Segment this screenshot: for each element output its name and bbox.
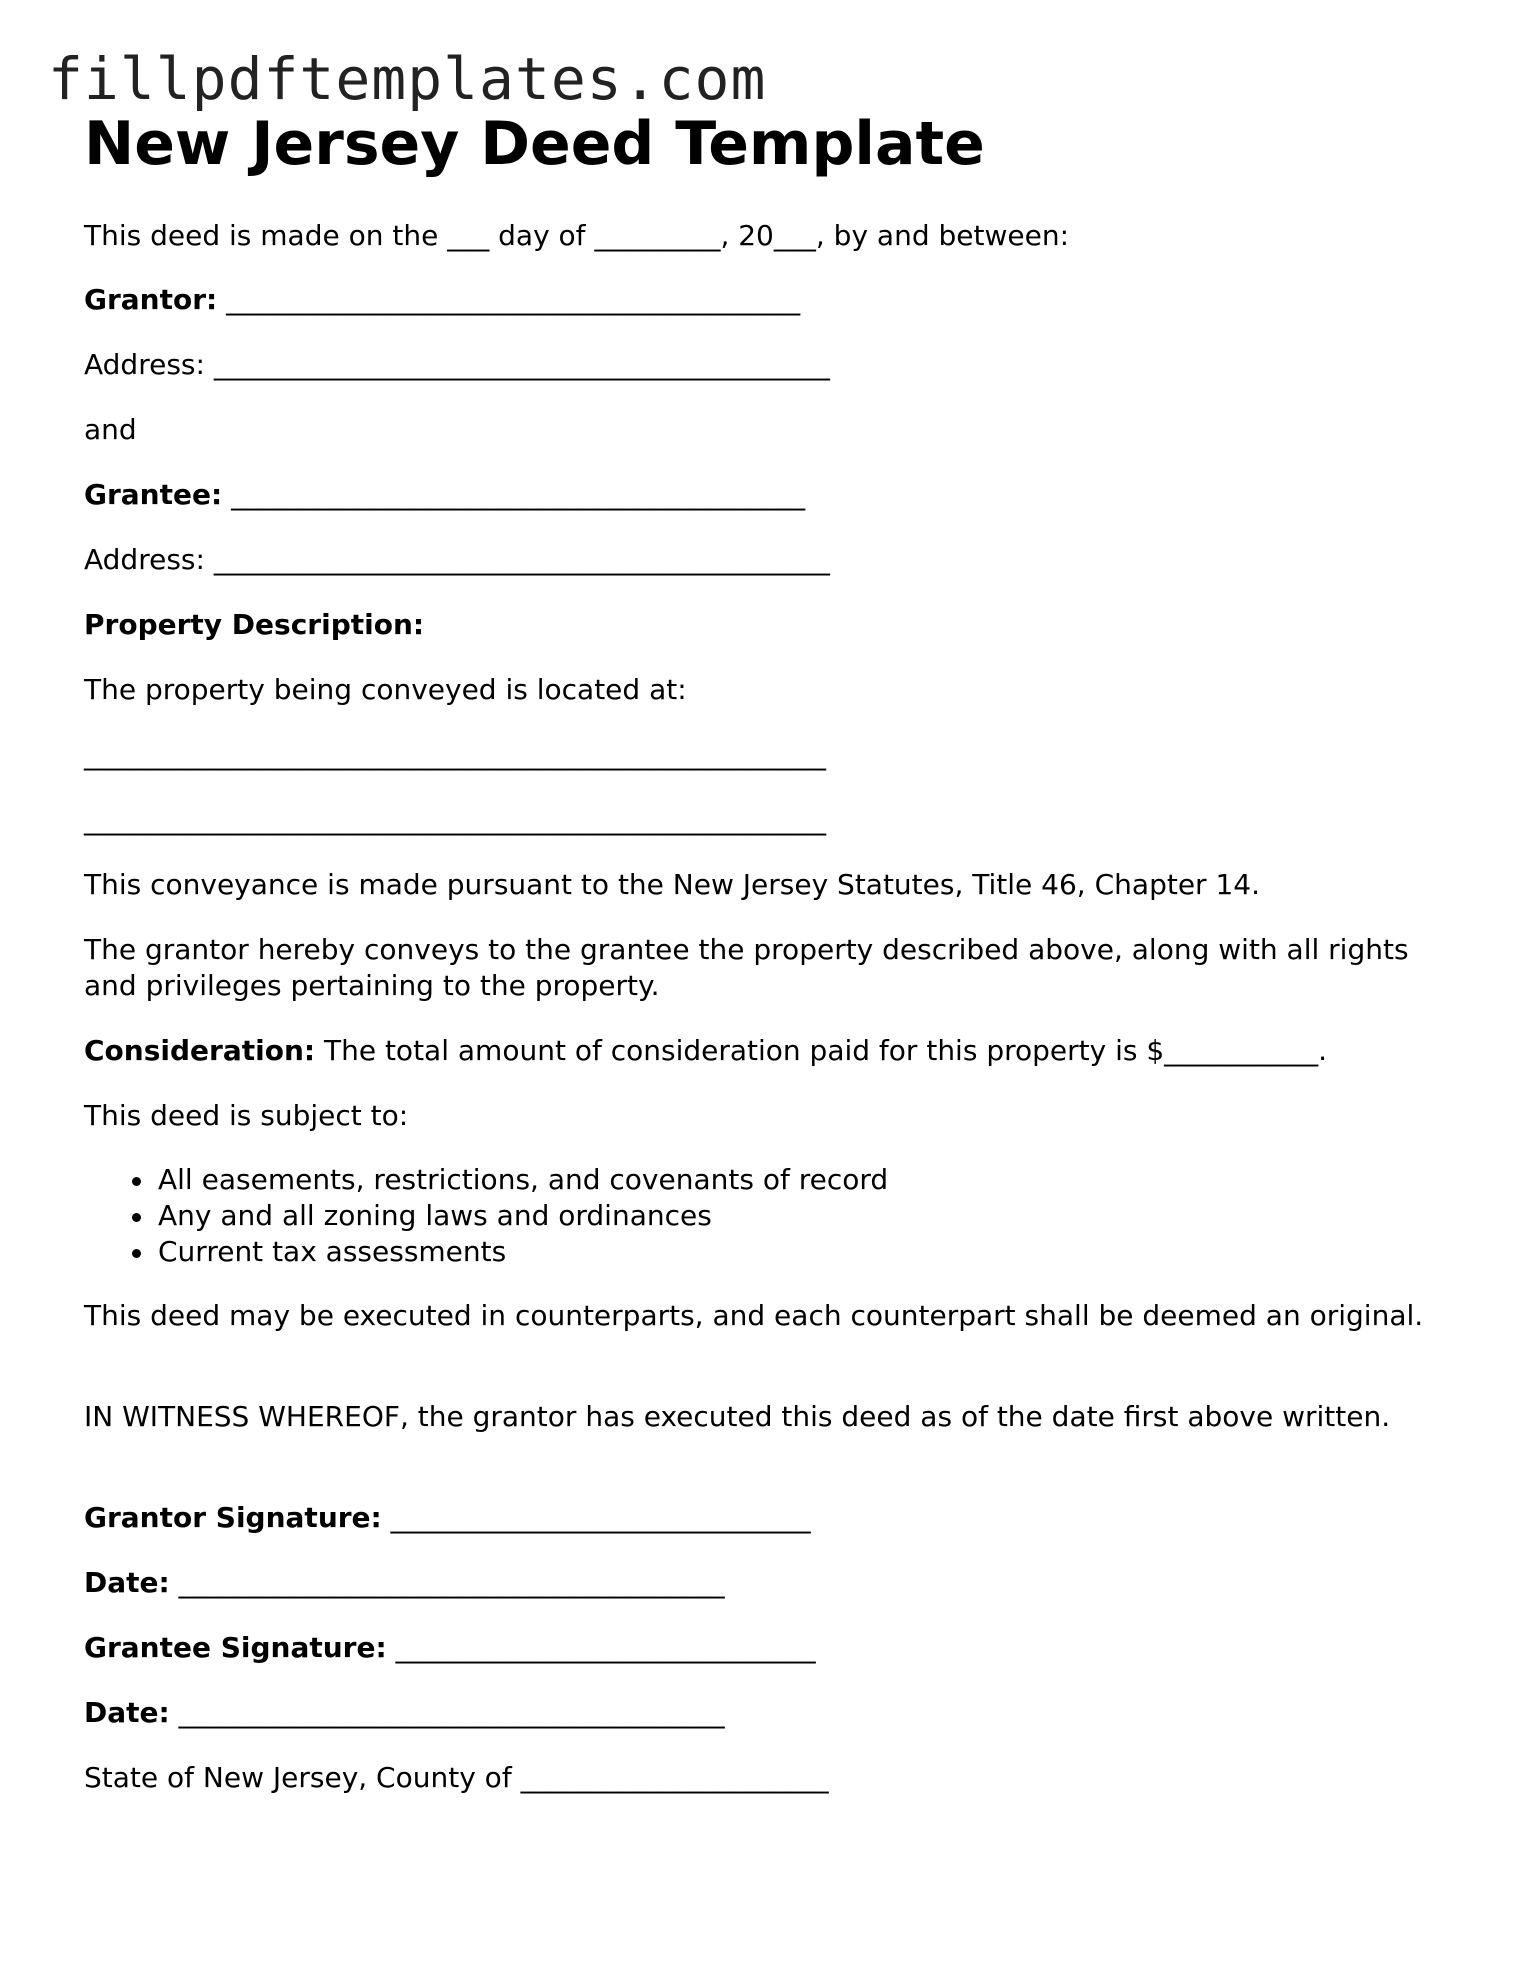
- grantor-blank: _________________________________________: [217, 283, 801, 316]
- subject-to-text: This deed is subject to:: [84, 1099, 409, 1132]
- conveys-paragraph: The grantor hereby conveys to the grantee the property described above, along with all rights and privileges pertaining to the property.: [84, 933, 1409, 1002]
- grantee-address-label: Address:: [84, 543, 205, 576]
- watermark-logo: fillpdftemplates.com: [48, 45, 767, 113]
- consideration-text: The total amount of consideration paid for this property is $___________.: [315, 1034, 1328, 1067]
- grantee-address-blank: ____________________________________________: [204, 543, 830, 576]
- counterparts-paragraph: This deed may be executed in counterparts, and each counterpart shall be deemed an original.: [84, 1299, 1424, 1332]
- grantee-date-blank: _______________________________________: [169, 1696, 725, 1729]
- grantor-date-label: Date:: [84, 1566, 170, 1599]
- intro-line: This deed is made on the ___ day of _________, 20___, by and between:: [84, 219, 1070, 252]
- witness-paragraph: IN WITNESS WHEREOF, the grantor has executed this deed as of the date first above written.: [84, 1400, 1391, 1433]
- grantor-signature-blank: ______________________________: [381, 1501, 811, 1534]
- grantor-signature-label: Grantor Signature:: [84, 1501, 382, 1534]
- grantee-field: [84, 477, 805, 513]
- statute-text: This conveyance is made pursuant to the New Jersey Statutes, Title 46, Chapter 14.: [84, 868, 1260, 901]
- list-item: Any and all zoning laws and ordinances: [132, 1198, 888, 1234]
- subject-list: [132, 1162, 888, 1270]
- grantee-blank: _________________________________________: [222, 478, 806, 511]
- grantor-address-field: [84, 347, 830, 383]
- grantee-signature-blank: ______________________________: [386, 1631, 816, 1664]
- property-located-text: The property being conveyed is located at:: [84, 673, 687, 706]
- property-line-2: _____________________________________________________: [84, 803, 826, 836]
- list-item: All easements, restrictions, and covenants of record: [132, 1162, 888, 1198]
- grantee-signature-label: Grantee Signature:: [84, 1631, 387, 1664]
- consideration-label: Consideration:: [84, 1034, 316, 1067]
- grantee-label: Grantee:: [84, 478, 223, 511]
- page-title: New Jersey Deed Template: [84, 109, 985, 179]
- grantor-date-field: [84, 1565, 725, 1601]
- grantee-signature-field: [84, 1630, 816, 1666]
- list-item: Current tax assessments: [132, 1234, 888, 1270]
- grantee-date-field: [84, 1695, 725, 1731]
- grantor-address-label: Address:: [84, 348, 205, 381]
- grantor-address-blank: ____________________________________________: [204, 348, 830, 381]
- property-line-1: _____________________________________________________: [84, 738, 826, 771]
- bullet-icon: [132, 1177, 141, 1186]
- bullet-icon: [132, 1213, 141, 1222]
- grantor-signature-field: [84, 1500, 811, 1536]
- property-heading: Property Description:: [84, 608, 425, 641]
- grantor-field: [84, 282, 800, 318]
- grantor-label: Grantor:: [84, 283, 218, 316]
- grantor-date-blank: _______________________________________: [169, 1566, 725, 1599]
- grantee-address-field: [84, 542, 830, 578]
- county-line: State of New Jersey, County of ______________________: [84, 1761, 829, 1794]
- and-text: and: [84, 413, 137, 446]
- bullet-icon: [132, 1249, 141, 1258]
- consideration-line: [84, 1033, 1327, 1069]
- grantee-date-label: Date:: [84, 1696, 170, 1729]
